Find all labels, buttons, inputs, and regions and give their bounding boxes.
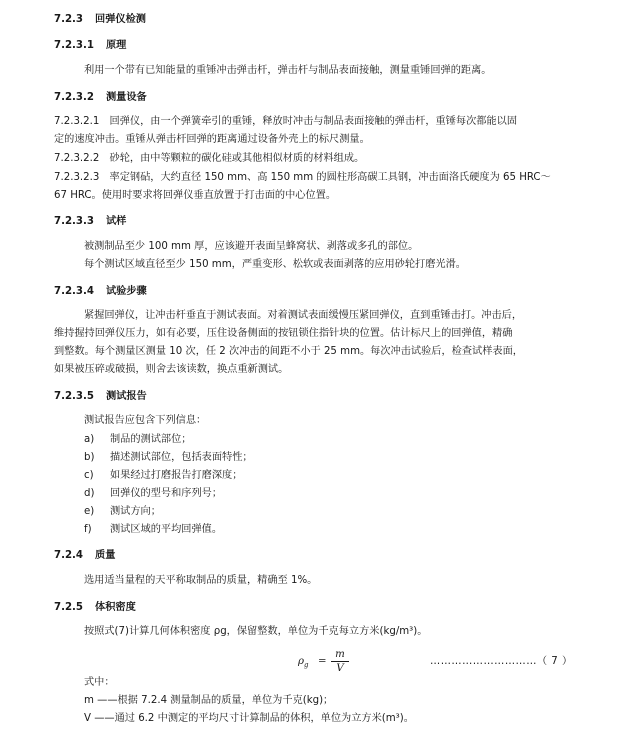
section-number: 7.2.3.3 — [54, 216, 94, 227]
formula-reference: …………………………（ 7 ） — [430, 656, 573, 667]
list-marker: a) — [84, 434, 95, 445]
formula-subscript: g — [304, 661, 309, 670]
section-heading-7-2-5 — [54, 602, 136, 614]
list-item — [84, 524, 222, 536]
section-heading-7-2-3 — [54, 14, 146, 26]
section-number: 7.2.4 — [54, 550, 84, 561]
section-heading-7-2-4 — [54, 550, 115, 562]
report-intro: 测试报告应包含下列信息： — [84, 415, 207, 426]
where-label: 式中： — [84, 677, 115, 688]
list-marker: e) — [84, 506, 95, 517]
section-title: 试样 — [105, 216, 127, 227]
list-item — [84, 434, 192, 446]
procedure-line-4: 如果被压碎或破损，则舍去该读数，换点重新测试。 — [54, 364, 289, 375]
section-title: 原理 — [105, 40, 127, 51]
procedure-line-3: 到整数。每个测量区测量 10 次，任 2 次冲击的间距不小于 25 mm。每次冲击试验后，检查试样表面， — [54, 346, 523, 357]
list-marker: f) — [84, 524, 92, 535]
equipment-paragraph-3-line-2: 67 HRC。使用时要求将回弹仪垂直放置于打击面的中心位置。 — [54, 190, 337, 201]
list-item — [84, 488, 222, 500]
specimen-line-2: 每个测试区域直径至少 150 mm，严重变形、松软或表面剥落的应用砂轮打磨光滑。 — [84, 259, 466, 270]
section-number: 7.2.3.1 — [54, 40, 94, 51]
procedure-line-2: 维持握持回弹仪压力，如有必要，压住设备侧面的按钮锁住指针块的位置。估计标尺上的回弹值，精确 — [54, 328, 513, 339]
formula-lhs — [298, 656, 308, 669]
equipment-paragraph-1-line-2: 定的速度冲击。重锤从弹击杆回弹的距离通过设备外壳上的标尺测量。 — [54, 134, 370, 145]
equipment-paragraph-1-line-1: 7.2.3.2.1 回弹仪，由一个弹簧牵引的重锤，释放时冲击与制品表面接触的弹击杆，重锤每次都能以固 — [54, 116, 518, 127]
section-number: 7.2.3.5 — [54, 391, 94, 402]
list-text: 制品的测试部位； — [110, 434, 192, 445]
equipment-paragraph-3-line-1: 7.2.3.2.3 率定钢砧，大约直径 150 mm、高 150 mm 的圆柱形高碳工具钢，冲击面洛氏硬度为 65 HRC～ — [54, 172, 551, 183]
section-number: 7.2.5 — [54, 602, 84, 613]
formula-denominator: V — [336, 663, 344, 674]
section-heading-7-2-3-5 — [54, 391, 147, 403]
section-title: 试验步骤 — [105, 286, 147, 297]
specimen-line-1: 被测制品至少 100 mm 厚，应该避开表面呈蜂窝状、剥落或多孔的部位。 — [84, 241, 419, 252]
section-heading-7-2-3-1 — [54, 40, 126, 52]
section-number: 7.2.3 — [54, 14, 84, 25]
list-item — [84, 506, 161, 518]
list-text: 测试方向； — [110, 506, 161, 517]
procedure-line-1: 紧握回弹仪，让冲击杆垂直于测试表面。对着测试表面缓慢压紧回弹仪，直到重锤击打。冲击后， — [84, 310, 523, 321]
variable-m-definition: m ——根据 7.2.4 测量制品的质量，单位为千克(kg)； — [84, 695, 334, 706]
list-text: 描述测试部位，包括表面特性； — [110, 452, 253, 463]
mass-text: 选用适当量程的天平称取制品的质量，精确至 1%。 — [84, 575, 318, 586]
list-text: 如果经过打磨报告打磨深度； — [110, 470, 243, 481]
list-text: 测试区域的平均回弹值。 — [110, 524, 223, 535]
list-item — [84, 470, 242, 482]
variable-v-definition: V ——通过 6.2 中测定的平均尺寸计算制品的体积，单位为立方米(m³)。 — [84, 713, 414, 724]
section-title: 回弹仪检测 — [95, 14, 146, 25]
section-number: 7.2.3.4 — [54, 286, 94, 297]
list-marker: b) — [84, 452, 95, 463]
density-intro: 按照式(7)计算几何体积密度 ρg，保留整数，单位为千克每立方米(kg/m³)。 — [84, 626, 428, 637]
section-title: 测量设备 — [105, 92, 147, 103]
list-marker: c) — [84, 470, 94, 481]
section-heading-7-2-3-3 — [54, 216, 126, 228]
formula-equals: = — [318, 656, 327, 667]
formula-fraction — [331, 648, 349, 675]
formula-symbol: ρ — [298, 656, 304, 667]
list-text: 回弹仪的型号和序列号； — [110, 488, 223, 499]
equipment-paragraph-2: 7.2.3.2.2 砂轮，由中等颗粒的碳化硅或其他相似材质的材料组成。 — [54, 153, 365, 164]
section-number: 7.2.3.2 — [54, 92, 94, 103]
list-marker: d) — [84, 488, 95, 499]
section-title: 测试报告 — [105, 391, 147, 402]
section-heading-7-2-3-4 — [54, 286, 147, 298]
formula-numerator: m — [331, 648, 349, 662]
list-item — [84, 452, 253, 464]
section-title: 体积密度 — [95, 602, 136, 613]
section-heading-7-2-3-2 — [54, 92, 147, 104]
section-title: 质量 — [95, 550, 116, 561]
principle-text: 利用一个带有已知能量的重锤冲击弹击杆，弹击杆与制品表面接触，测量重锤回弹的距离。 — [84, 65, 492, 76]
